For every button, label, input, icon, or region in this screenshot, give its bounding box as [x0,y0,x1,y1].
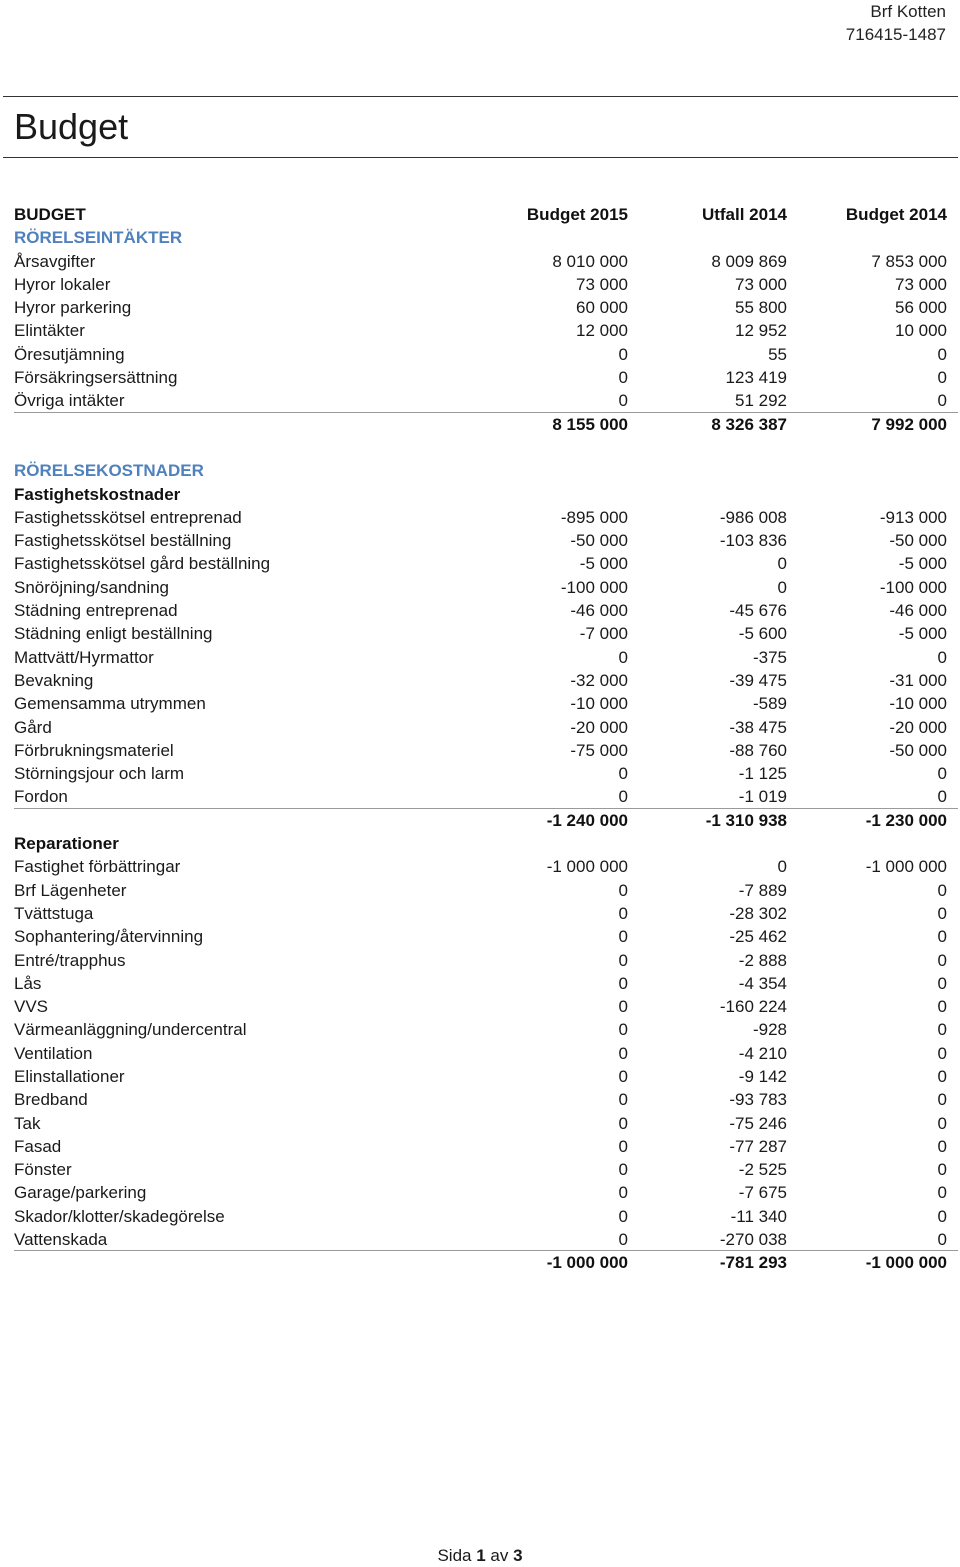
row-label: Hyror lokaler [14,274,111,294]
value-budget-2014: 0 [937,1160,947,1180]
row-label: Värmeanläggning/undercentral [14,1020,247,1040]
value-budget-2014: 0 [937,1113,947,1133]
value-budget-2014: 0 [937,927,947,947]
value-utfall-2014: -160 224 [719,997,787,1017]
table-row [14,1065,958,1088]
table-row [14,692,958,715]
title-rule-top [3,96,958,97]
table-row [14,273,958,296]
table-row [14,1158,958,1181]
subheading-repairs [14,832,958,855]
spacer-row [14,436,958,459]
value-budget-2015: -895 000 [560,507,628,527]
value-utfall-2014: -75 246 [729,1113,787,1133]
subheading-label: Fastighetskostnader [14,484,181,504]
table-row [14,1088,958,1111]
table-row [14,389,958,412]
value-budget-2015: 0 [618,647,628,667]
table-row [14,949,958,972]
value-budget-2014: 0 [937,1136,947,1156]
value-budget-2015: -1 000 000 [546,857,628,877]
value-utfall-2014: 8 009 869 [711,251,787,271]
value-utfall-2014: -928 [752,1020,787,1040]
table-row [14,622,958,645]
value-utfall-2014: -93 783 [729,1090,787,1110]
footer-middle: av [485,1546,514,1565]
table-row [14,1042,958,1065]
value-budget-2014: -913 000 [879,507,947,527]
value-budget-2015: 0 [618,1043,628,1063]
value-utfall-2014: -7 675 [738,1183,787,1203]
value-budget-2014: -5 000 [898,554,947,574]
subheading-label: Reparationer [14,834,119,854]
value-budget-2014: 0 [937,647,947,667]
value-budget-2015: -5 000 [579,554,628,574]
value-budget-2014: 0 [937,764,947,784]
value-budget-2015: 60 000 [576,298,628,318]
value-budget-2015: 0 [618,368,628,388]
total-budget-2014: 7 992 000 [871,414,947,434]
repairs-rows [14,855,958,1251]
footer-page-number: 1 [476,1546,486,1565]
value-budget-2014: 0 [937,1020,947,1040]
value-budget-2014: 0 [937,368,947,388]
income-rows [14,250,958,413]
value-budget-2015: 0 [618,1183,628,1203]
table-row [14,855,958,878]
value-budget-2014: 0 [937,1183,947,1203]
value-budget-2014: 0 [937,950,947,970]
value-budget-2015: -32 000 [570,670,628,690]
table-row [14,646,958,669]
table-row [14,925,958,948]
row-label: Störningsjour och larm [14,764,185,784]
organization-header [846,0,946,46]
row-label: Fastighet förbättringar [14,857,181,877]
row-label: Tvättstuga [14,903,94,923]
value-budget-2015: 0 [618,997,628,1017]
value-utfall-2014: -5 600 [738,624,787,644]
value-utfall-2014: -39 475 [729,670,787,690]
value-utfall-2014: 51 292 [735,391,787,411]
page-title: Budget [14,106,129,147]
value-budget-2014: 0 [937,1090,947,1110]
value-utfall-2014: -88 760 [729,740,787,760]
row-label: Skador/klotter/skadegörelse [14,1206,225,1226]
table-row [14,319,958,342]
section-label: RÖRELSEINTÄKTER [14,228,183,248]
value-budget-2014: 0 [937,1206,947,1226]
value-budget-2015: 8 010 000 [552,251,628,271]
value-budget-2014: 0 [937,391,947,411]
value-budget-2015: 0 [618,764,628,784]
value-utfall-2014: 12 952 [735,321,787,341]
value-budget-2014: 0 [937,1043,947,1063]
value-budget-2015: 0 [618,1113,628,1133]
property-total-row [14,809,958,832]
repairs-total-row [14,1251,958,1274]
table-row [14,250,958,273]
value-budget-2014: 10 000 [895,321,947,341]
section-heading-costs [14,459,958,482]
table-row [14,552,958,575]
property-cost-rows [14,506,958,809]
value-utfall-2014: 73 000 [735,274,787,294]
section-heading-income [14,226,958,249]
value-utfall-2014: -7 889 [738,880,787,900]
value-utfall-2014: -2 525 [738,1160,787,1180]
row-label: Årsavgifter [14,251,96,271]
row-label: Fordon [14,787,68,807]
value-budget-2015: 0 [618,1020,628,1040]
row-label: Ventilation [14,1043,93,1063]
row-label: Öresutjämning [14,344,125,364]
row-label: Förbrukningsmateriel [14,740,174,760]
value-budget-2015: 0 [618,973,628,993]
subheading-property-costs [14,483,958,506]
value-budget-2015: 0 [618,1160,628,1180]
value-utfall-2014: 55 [768,344,787,364]
value-budget-2015: 12 000 [576,321,628,341]
table-row [14,739,958,762]
page-footer [0,1545,960,1567]
row-label: Gemensamma utrymmen [14,694,206,714]
header-budget-2014: Budget 2014 [845,205,947,224]
value-budget-2014: -50 000 [889,740,947,760]
value-budget-2015: 73 000 [576,274,628,294]
table-row [14,576,958,599]
table-row [14,1135,958,1158]
value-budget-2014: 0 [937,997,947,1017]
header-utfall-2014: Utfall 2014 [701,205,787,224]
value-utfall-2014: -28 302 [729,903,787,923]
value-utfall-2014: -2 888 [738,950,787,970]
value-budget-2015: 0 [618,1206,628,1226]
value-budget-2015: -10 000 [570,694,628,714]
value-utfall-2014: -4 210 [738,1043,787,1063]
value-budget-2014: 0 [937,1066,947,1086]
row-label: Vattenskada [14,1230,108,1250]
footer-page-total: 3 [513,1546,523,1565]
table-row [14,995,958,1018]
row-label: Fastighetsskötsel gård beställning [14,554,271,574]
value-budget-2014: 0 [937,1230,947,1250]
value-budget-2015: 0 [618,903,628,923]
header-budget-2015: Budget 2015 [526,205,628,224]
value-utfall-2014: 0 [777,554,787,574]
total-utfall-2014: 8 326 387 [711,414,787,434]
value-budget-2014: -10 000 [889,694,947,714]
value-budget-2015: -20 000 [570,717,628,737]
table-row [14,762,958,785]
total-budget-2015: 8 155 000 [552,414,628,434]
value-utfall-2014: -1 019 [738,787,787,807]
table-row [14,716,958,739]
table-row [14,902,958,925]
value-budget-2014: -20 000 [889,717,947,737]
value-budget-2015: 0 [618,1230,628,1250]
value-budget-2014: 7 853 000 [871,251,947,271]
row-label: Sophantering/återvinning [14,927,204,947]
value-utfall-2014: -375 [752,647,787,667]
value-utfall-2014: -986 008 [719,507,787,527]
row-label: Fastighetsskötsel entreprenad [14,507,242,527]
value-utfall-2014: -11 340 [730,1206,787,1226]
value-budget-2015: -75 000 [570,740,628,760]
value-utfall-2014: -103 836 [719,531,787,551]
value-budget-2015: 0 [618,344,628,364]
row-label: Städning entreprenad [14,601,178,621]
value-budget-2015: 0 [618,1066,628,1086]
value-utfall-2014: -4 354 [738,973,787,993]
value-budget-2014: -1 000 000 [865,857,947,877]
total-budget-2015: -1 240 000 [546,810,628,830]
row-label: Snöröjning/sandning [14,577,170,597]
row-label: Fastighetsskötsel beställning [14,531,232,551]
footer-prefix: Sida [437,1546,477,1565]
table-row [14,1181,958,1204]
value-utfall-2014: -45 676 [729,601,787,621]
row-label: Fönster [14,1160,72,1180]
table-row [14,1112,958,1135]
total-utfall-2014: -781 293 [719,1253,787,1273]
table-header-row [14,203,958,226]
organization-name: Brf Kotten [870,2,946,21]
value-budget-2014: 56 000 [895,298,947,318]
value-budget-2015: 0 [618,391,628,411]
row-label: Gård [14,717,52,737]
title-rule-bottom [3,157,958,158]
value-budget-2015: -100 000 [560,577,628,597]
table-row [14,1205,958,1228]
table-row [14,1018,958,1041]
total-budget-2014: -1 000 000 [865,1253,947,1273]
value-budget-2014: 0 [937,973,947,993]
value-budget-2014: -100 000 [879,577,947,597]
table-row [14,669,958,692]
row-label: Garage/parkering [14,1183,147,1203]
row-label: Försäkringsersättning [14,368,178,388]
table-row [14,785,958,808]
value-budget-2015: -7 000 [579,624,628,644]
value-utfall-2014: -270 038 [719,1230,787,1250]
table-row [14,529,958,552]
total-budget-2015: -1 000 000 [546,1253,628,1273]
value-budget-2014: 0 [937,344,947,364]
row-label: Övriga intäkter [14,391,125,411]
value-budget-2014: -31 000 [889,670,947,690]
row-label: Mattvätt/Hyrmattor [14,647,154,667]
organization-number: 716415-1487 [845,25,946,44]
value-budget-2015: 0 [618,1090,628,1110]
value-budget-2015: 0 [618,950,628,970]
value-budget-2014: 0 [937,787,947,807]
table-row [14,366,958,389]
value-utfall-2014: 0 [777,857,787,877]
value-budget-2015: 0 [618,880,628,900]
income-total-row [14,413,958,436]
row-label: Lås [14,973,42,993]
value-budget-2015: -46 000 [570,601,628,621]
value-budget-2014: -5 000 [898,624,947,644]
table-row [14,599,958,622]
row-label: Elintäkter [14,321,85,341]
value-utfall-2014: 0 [777,577,787,597]
header-label: BUDGET [14,205,86,224]
value-utfall-2014: 55 800 [735,298,787,318]
value-budget-2015: 0 [618,1136,628,1156]
row-label: Entré/trapphus [14,950,126,970]
value-budget-2014: -46 000 [889,601,947,621]
row-label: Tak [14,1113,41,1133]
table-row [14,972,958,995]
table-row [14,1228,958,1251]
value-budget-2015: 0 [618,787,628,807]
value-utfall-2014: -25 462 [729,927,787,947]
budget-table [14,203,958,1275]
value-utfall-2014: -589 [752,694,787,714]
value-budget-2014: 73 000 [895,274,947,294]
row-label: Städning enligt beställning [14,624,213,644]
row-label: Bredband [14,1090,88,1110]
row-label: Hyror parkering [14,298,132,318]
value-utfall-2014: -77 287 [729,1136,787,1156]
value-budget-2015: -50 000 [570,531,628,551]
section-label: RÖRELSEKOSTNADER [14,461,204,481]
row-label: Brf Lägenheter [14,880,127,900]
table-row [14,296,958,319]
row-label: Elinstallationer [14,1066,125,1086]
table-row [14,343,958,366]
value-utfall-2014: -9 142 [738,1066,787,1086]
value-budget-2014: -50 000 [889,531,947,551]
value-budget-2014: 0 [937,903,947,923]
value-utfall-2014: 123 419 [725,368,787,388]
total-budget-2014: -1 230 000 [865,810,947,830]
total-utfall-2014: -1 310 938 [705,810,787,830]
value-budget-2014: 0 [937,880,947,900]
value-utfall-2014: -38 475 [729,717,787,737]
table-row [14,879,958,902]
row-label: Fasad [14,1136,62,1156]
row-label: VVS [14,997,49,1017]
value-budget-2015: 0 [618,927,628,947]
table-row [14,506,958,529]
row-label: Bevakning [14,670,94,690]
value-utfall-2014: -1 125 [738,764,787,784]
